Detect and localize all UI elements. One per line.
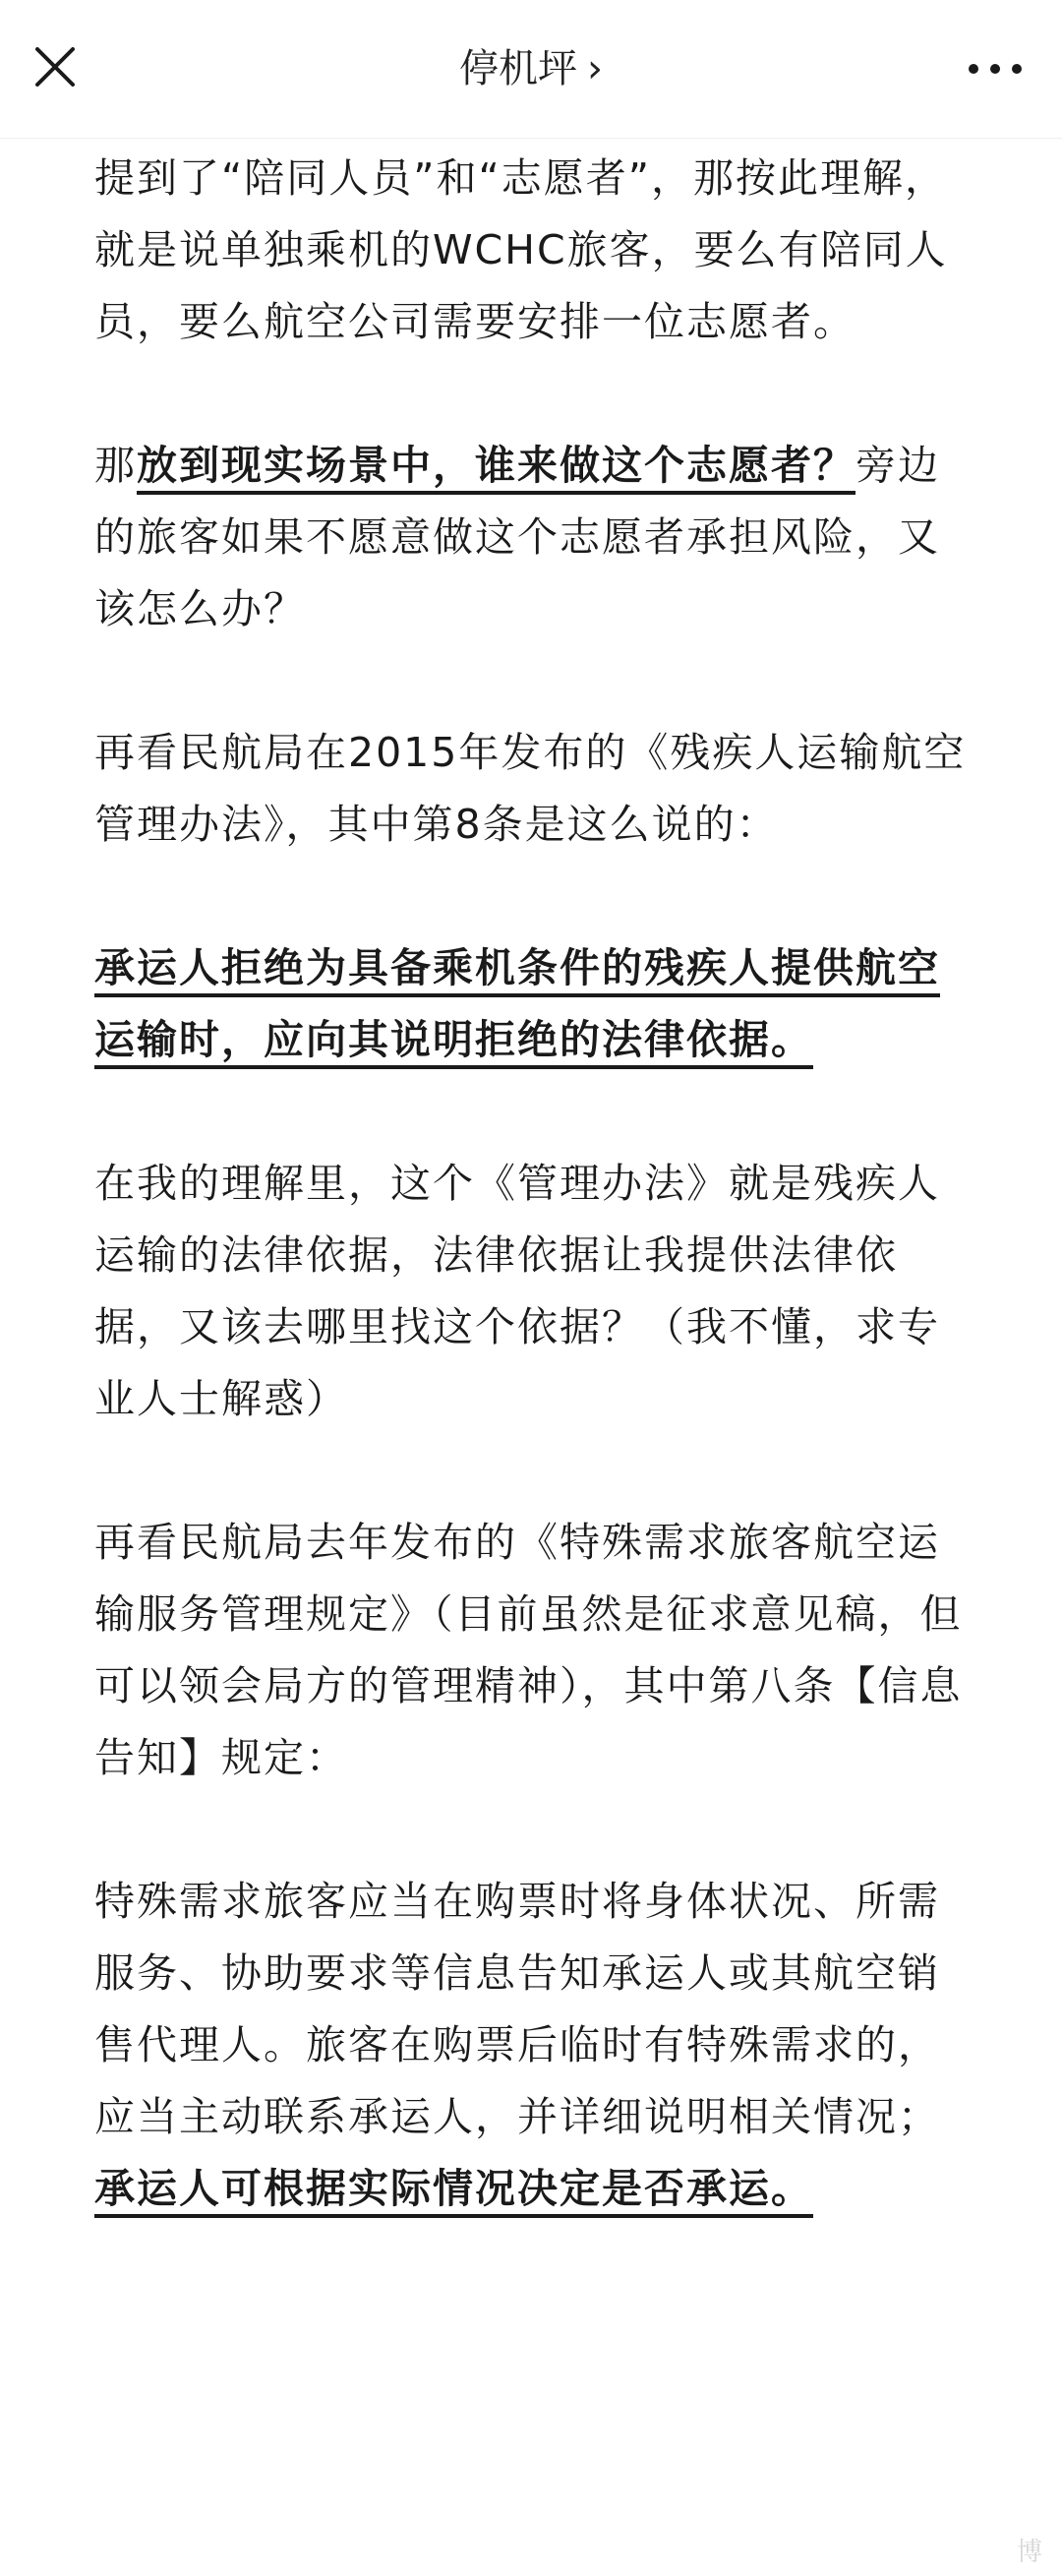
paragraph-prefix: 那 bbox=[94, 442, 137, 489]
paragraph-information-notice bbox=[94, 1866, 979, 2225]
highlighted-question: 放到现实场景中，谁来做这个志愿者？ bbox=[137, 442, 856, 489]
more-dots-icon bbox=[964, 45, 1027, 92]
paragraph-legal-basis-question: 在我的理解里，这个《管理办法》就是残疾人运输的法律依据，法律依据让我提供法律依据，又该去哪里找这个依据？（我不懂，求专业人士解惑） bbox=[94, 1160, 940, 1422]
chevron-right-icon: › bbox=[587, 46, 603, 91]
paragraph-prefix: 特殊需求旅客应当在购票时将身体状况、所需服务、协助要求等信息告知承运人或其航空销售代理人。旅客在购票后临时有特殊需求的，应当主动联系承运人，并详细说明相关情况； bbox=[94, 1878, 940, 2140]
paragraph-draft-regulation: 再看民航局去年发布的《特殊需求旅客航空运输服务管理规定》（目前虽然是征求意见稿，但可以领会局方的管理精神），其中第八条【信息告知】规定： bbox=[94, 1519, 963, 1781]
paragraph-suffix: 旁边的旅客如果不愿意做这个志愿者承担风险，又该怎么办？ bbox=[94, 442, 940, 632]
top-navigation-bar bbox=[0, 0, 1062, 139]
more-options-button[interactable] bbox=[964, 45, 1027, 92]
account-title-link[interactable] bbox=[0, 0, 1062, 138]
paragraph-article-8-quote bbox=[94, 932, 979, 1076]
paragraph-volunteer-understanding: 提到了“陪同人员”和“志愿者”，那按此理解，就是说单独乘机的WCHC旅客，要么有陪同人员，要么航空公司需要安排一位志愿者。 bbox=[94, 154, 948, 345]
watermark: 博 bbox=[1016, 2538, 1042, 2567]
article-body bbox=[94, 143, 979, 2225]
paragraph-2015-regulation: 再看民航局在2015年发布的《残疾人运输航空管理办法》，其中第8条是这么说的： bbox=[94, 729, 967, 848]
account-name: 停机坪 bbox=[459, 46, 577, 91]
highlighted-quote: 承运人拒绝为具备乘机条件的残疾人提供航空运输时，应向其说明拒绝的法律依据。 bbox=[94, 944, 940, 1063]
highlighted-conclusion: 承运人可根据实际情况决定是否承运。 bbox=[94, 2165, 813, 2212]
paragraph-volunteer-question bbox=[94, 430, 979, 645]
